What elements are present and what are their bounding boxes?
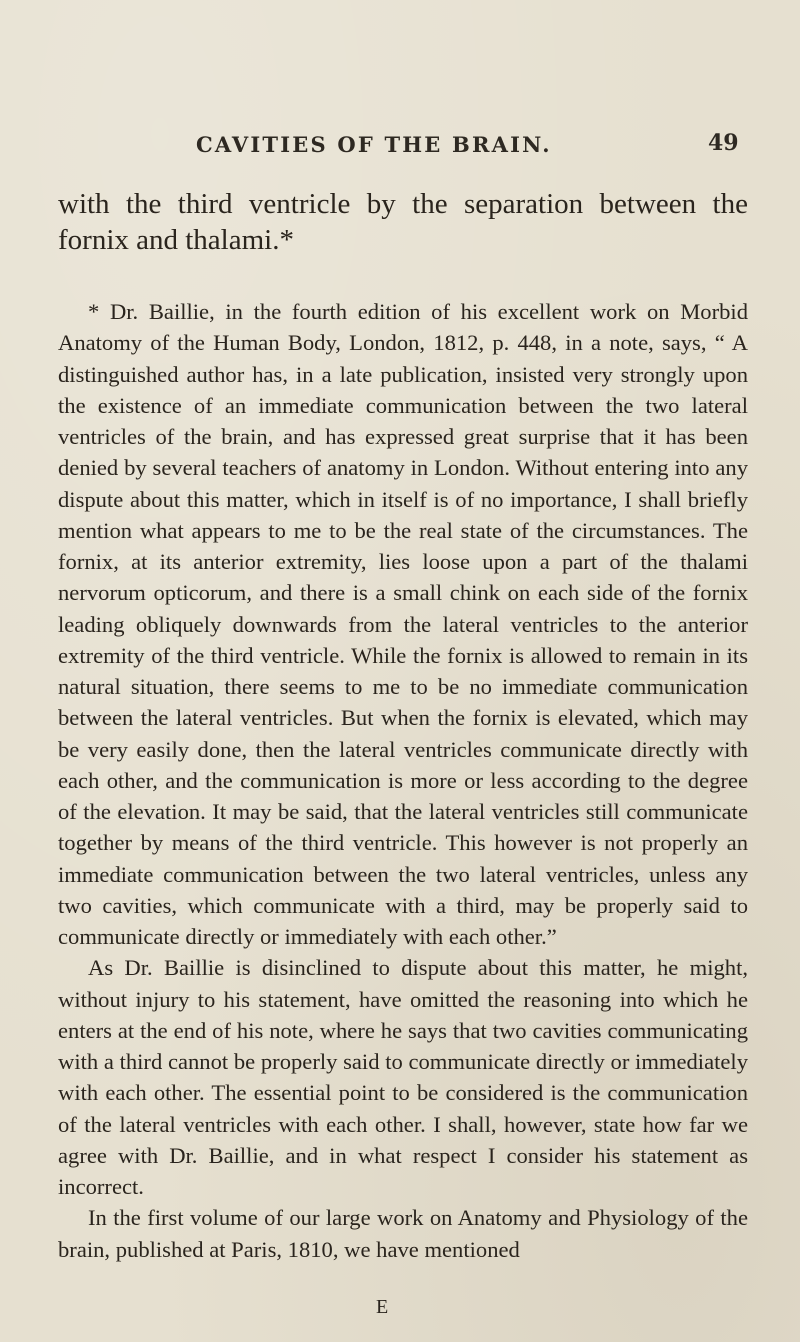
footnote (58, 296, 748, 1265)
running-title: CAVITIES OF THE BRAIN. (196, 132, 552, 157)
footnote-paragraph: In the first volume of our large work on Anatomy and Physiology of the brain, published at Paris, 1810, we have mentioned (58, 1205, 748, 1262)
footnote-paragraph: As Dr. Baillie is disinclined to dispute about this matter, he might, without injury to his statement, have omitted the reasoning into which he enters at the end of his note, where he says that two cavities communicating with a third cannot be properly said to communicate directly or immediately with each other. The essential point to be considered is the communication of the lateral ventricles with each other. I shall, however, state how far we agree with Dr. Baillie, and in what respect I consider his statement as incorrect. (58, 955, 748, 1199)
signature-mark: E (376, 1296, 389, 1318)
main-paragraph: with the third ventricle by the separation between the fornix and thalami.* (58, 188, 748, 256)
body-text (58, 186, 748, 1265)
footnote-paragraph: * Dr. Baillie, in the fourth edition of his excellent work on Morbid Anatomy of the Human Body, London, 1812, p. 448, in a note, says, “ A distinguished author has, in a late publication, insisted very strongly upon the existence of an immediate communication between the two lateral ventricles of the brain, and has expressed great surprise that it has been denied by several teachers of anatomy in London. Without entering into any dispute about this matter, which in itself is of no importance, I shall briefly mention what appears to me to be the real state of the circumstances. The fornix, at its anterior extremity, lies loose upon a part of the thalami nervorum opticorum, and there is a small chink on each side of the fornix leading obliquely downwards from the lateral ventricles to the anterior extremity of the third ventricle. While the fornix is allowed to remain in its natural situation, there seems to me to be no immediate communication between the lateral ventricles. But when the fornix is elevated, which may be very easily done, then the lateral ventricles communicate directly with each other, and the communication is more or less according to the degree of the elevation. It may be said, that the lateral ventricles still communicate together by means of the third ventricle. This however is not properly an immediate communication between the two lateral ventricles, unless any two cavities, which communicate with a third, may be properly said to communicate directly or immediately with each other.” (58, 299, 748, 949)
running-head (0, 124, 800, 164)
page-number: 49 (708, 130, 739, 156)
